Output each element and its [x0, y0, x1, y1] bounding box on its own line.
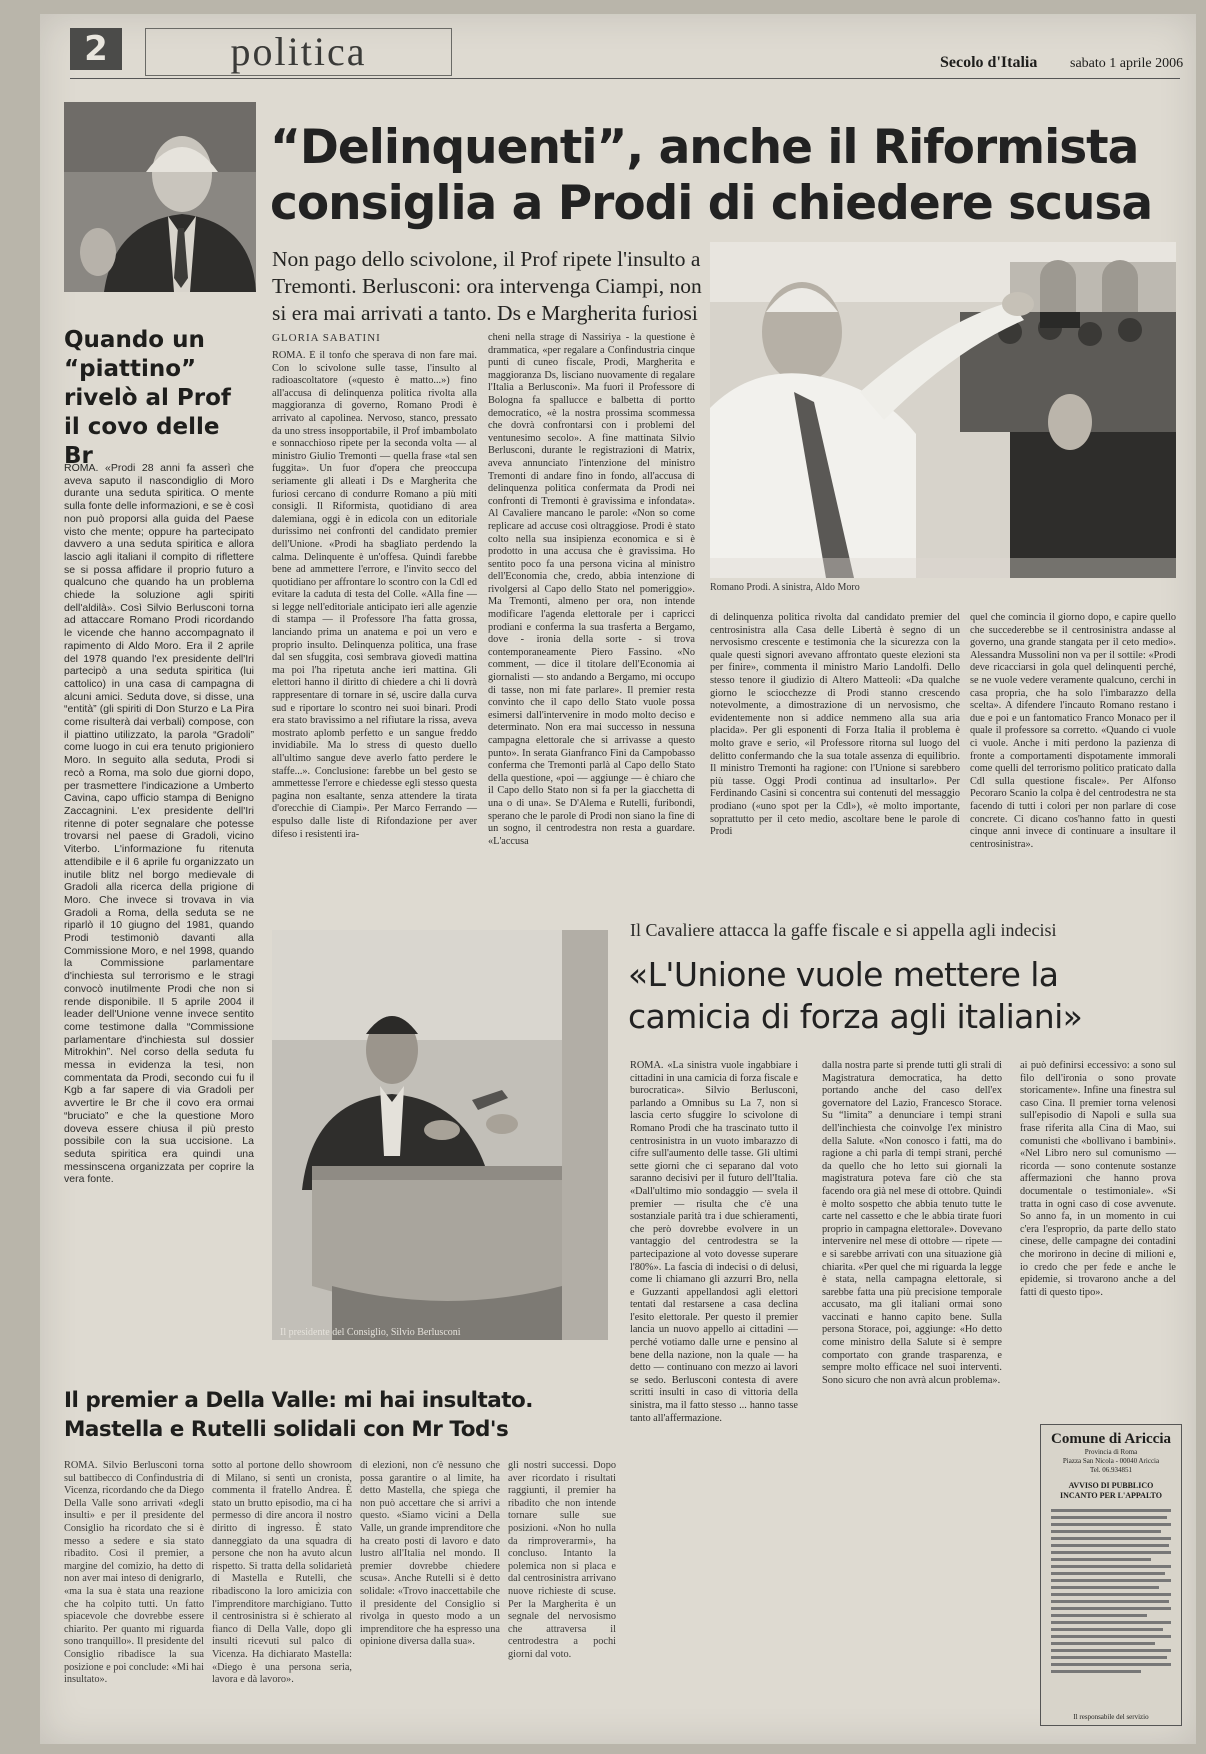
dellavalle-col-2: sotto al portone dello showroom di Milano, si sentì un cronista, commenta il fratello Andrea. È stato un brutto episodio, ma ci ha permesso di dire ancora il nostro diritto di ingresso. È stato danneggiato da una squadra di persone che non ha avuto alcun rispetto. Si tratta della solidarietà di Mastella e Rutelli, che ribadiscono la loro amicizia con l'imprenditore marchigiano. Tutto il centrosinistra si è schierato al fianco di Della Valle, dopo gli insulti ricevuti sul palco di Vicenza. Ha dichiarato Mastella: «Diego è una persona seria, lavora e dà lavoro». — [212, 1460, 352, 1686]
ad-notice-1: AVVISO DI PUBBLICO — [1068, 1481, 1154, 1490]
legal-notice-ad — [1040, 1424, 1182, 1726]
dellavalle-col-3: di elezioni, non c'è nessuno che possa garantire o al limite, ha detto Mastella, che spiega che non può accettare che si arrivi a questo. «Siamo vicini a Della Valle, un grande imprenditore che ha creato posti di lavoro e dato lustro all'Italia nel mondo. Il premier dovrebbe chiedere scusa». Anche Rutelli si è detto solidale: «Trovo inaccettabile che il presidente del Consiglio si rivolga in questo modo a un imprenditore che ha espresso una opinione diversa dalla sua». — [360, 1460, 500, 1648]
main-col-1: ROMA. È il tonfo che sperava di non fare mai. Con lo scivolone sulle tasse, l'insulto al radioascoltatore («questo è matto...») fino all'accusa di delinquenza politica rivolta alla maggioranza di governo, Romano Prodi è arrivato al capolinea. Nervoso, stanco, pressato da uno stress insopportabile, il Prof imbambolato e sonnacchioso ripete per la seconda volta — al ministro Giulio Tremonti — quella frase «tal sen fuggita». Un fuor d'opera che preoccupa seriamente gli alleati i Ds e Margherita che furiosi cercano di condurre Romano a più miti consigli. Il Riformista, quotidiano di area dalemiana, oggi è in edicola con un editoriale durissimo nei confronti del candidato premier dell'Unione. «Prodi ha sbagliato perdendo la calma. Delinquente è un'offesa. Quindi farebbe bene ad ammettere l'errore, e l'invito secco del quotidiano per affrontare lo scontro con la Cdl ed evitare la caduta di testa del Colle. «Alla fine — si legge nell'editoriale anticipato ieri alle agenzie di stampa — il Professore l'ha fatta grossa, lanciando prima un anatema e poi un vero e proprio insulto. Delinquenza politica, una frase dal sen sfuggita, così sembrava giovedì mattina ma poi l'ha ripetuta anche ieri mattina. Gli elettori hanno il diritto di chiedere a chi li dovrà rappresentare di tornare in sé, uscire dalla curva sud e riportare lo scontro nei suoi binari. Prodi era stato bravissimo a nel rifiutare la rissa, aveva mostrato aplomb perfetto e un sangue freddo invidiabile. Ma lo stress di questo duello all'ultimo sangue deve averlo fatto perdere le staffe...». Conclusione: farebbe un bel gesto se ammettesse l'errore e chiedesse egli stesso questa pagina non esaltante, senza attendere la tirata d'orecchie di Ciampi». Per Marco Ferrando — espulso dalle liste di Rifondazione per aver difeso i resistenti ira- — [272, 350, 477, 840]
issue-date: sabato 1 aprile 2006 — [1070, 56, 1184, 71]
berlusconi-photo-caption: Il presidente del Consiglio, Silvio Berlusconi — [280, 1327, 461, 1338]
sidebar-body: ROMA. «Prodi 28 anni fa asserì che aveva saputo il nascondiglio di Moro durante una seduta spiritica. O mente sulla fonte delle informazioni, e se è così non può proporsi alla guida del Paese visto che mente; oppure ha partecipato davvero a una seduta spiritica e allora lascio agli italiani il compito di riflettere se si possa affidare il proprio futuro a qualcuno che quando ha un problema chiede la soluzione agli spiriti dell'aldilà». Così Silvio Berlusconi torna ad attaccare Romano Prodi ricordando le vicende che hanno accompagnato il rapimento di Aldo Moro. Era il 2 aprile del 1978 quando l'ex presidente dell'Iri partecipò a una seduta spiritica (lui cattolico) in una casa di campagna di alcuni amici. Seduta dove, si disse, una “entità” (gli spiriti di Don Sturzo e La Pira come risulterà dai verbali) compose, con il piattino utilizzato, la parola “Gradoli” come luogo in cui era tenuto prigioniero Moro. In seguito alla seduta, Prodi si recò a Roma, ma solo due giorni dopo, per trasmettere l'indicazione a Umberto Cavina, capo ufficio stampa di Benigno Zaccagnini. L'ex presidente dell'Iri ritenne di poter segnalare che potesse trovarsi nel paese di Gradoli, vicino Viterbo. L'informazione fu ritenuta attendibile e il 6 aprile fu organizzato un inutile blitz nel borgo medievale di Gradoli alla ricerca della prigione di Moro. Che invece si trovava in via Gradoli a Roma, della seduta se ne riparlò il 10 giugno del 1981, quando Prodi testimoniò davanti alla Commissione Moro, e nel 1998, quando la Commissione parlamentare d'inchiesta sul terrorismo e le stragi convocò inutilmente Prodi che non si rende disponibile. Il 5 aprile 2004 il leader dell'Unione venne invece sentito come testimone dalla “Commissione parlamentare d'inchiesta sul dossier Mitrokhin”. Nel corso della seduta fu messa in evidenza la tesi, non commentata da Prodi, secondo cui fu il Kgb a far sapere di via Gradoli per avvertire le Br che il covo era ormai “bruciato” e che la questione Moro doveva essere chiusa il più presto possibile con la sua uccisione. La seduta spiritica era quindi una messinscena organizzata per coprire la vera fonte. — [64, 462, 254, 1186]
sidebar-headline: Quando un “piattino” rivelò al Prof il covo delle Br — [64, 327, 231, 469]
berlusconi-col-2: dalla nostra parte si prende tutti gli strali di Magistratura democratica, ha detto portando anche del caso dell'ex governatore del Lazio, Francesco Storace. Su “limita” a denunciare i tempi strani dell'inchiesta che coinvolge l'ex ministro della Salute. «Non conosco i fatti, ma do ragione a chi parla di tempi strani, perché da quello che ho letto sui giornali la magistratura poteva fare ciò che sta facendo ora già nel mese di ottobre. Quindi è molto sospetto che abbia tenuto tutte le carte nel cassetto e che le abbia tirate fuori proprio in campagna elettorale». Dovevano intervenire nel mese di ottobre — ripete — e si sarebbe arrivati con una situazione già chiarita. «Per quel che mi riguarda la legge è stata, nella campagna elettorale, si sarebbe fatta una più precisione temporale accusato, ma gli italiani ormai sono vaccinati e hanno capito bene. Sulla persona Storace, poi, aggiunge: «Ho detto come ministro della Salute si è sempre comportato con grande trasparenza, e sempre molto efficace nel suoi interventi. Sono sicuro che non avrà alcun problema». — [822, 1060, 1002, 1386]
main-subhead: Non pago dello scivolone, il Prof ripete l'insulto a Tremonti. Berlusconi: ora intervenga Ciampi, non si era mai arrivati a tanto. Ds e Margherita furiosi — [272, 247, 702, 325]
section-title: politica — [145, 28, 452, 76]
photo-romano-prodi — [710, 242, 1176, 578]
photo-aldo-moro — [64, 102, 256, 292]
ad-notice-2: INCANTO PER L'APPALTO — [1060, 1491, 1162, 1500]
photo-silvio-berlusconi — [272, 930, 608, 1340]
main-col-3: di delinquenza politica rivolta dal candidato premier del centrosinistra alla Casa delle Libertà è segno di un nervosismo crescente e testimonia che la sicurezza con la quale questi signori avevano affrontato queste elezioni sta per finire», commenta il ministro Mario Landolfi. Dello stesso tenore il giudizio di Altero Matteoli: «Da qualche giorno le sciocchezze di Prodi stanno crescendo notevolmente, a dimostrazione di un nervosismo, che evidentemente non si addice nemmeno alla sua aria placida». Per gli esponenti di Forza Italia il problema è molto grave e serio, «il Professore ritorna sul luogo del delitto confermando che la sua totale assenza di equilibrio. Il ministro Tremonti ha ragione: con l'Unione si sarebbero più tasse. Oggi Prodi continua ad insultarlo». Per Ferdinando Casini si concentra sui contenuti del messaggio prodiano («uno spot per la Cdl»), «è molto importante, soprattutto per il ceto medio, ascoltare bene le parole di Prodi — [710, 612, 960, 838]
ad-line-2: Piazza San Nicola - 00040 Ariccia — [1062, 1457, 1160, 1465]
dellavalle-col-4: gli nostri successi. Dopo aver ricordato i risultati raggiunti, il premier ha ribadito che non intende tornare sulle sue posizioni. «Non ho nulla da rimproverarmi», ha concluso. Intanto la polemica non si placa e dal centrosinistra arrivano nuove richieste di scuse. Per la Margherita è un segnale del nervosismo che attraversa il centrodestra a pochi giorni dal voto. — [508, 1460, 616, 1660]
main-byline: GLORIA SABATINI — [272, 332, 381, 344]
main-col-4: quel che comincia il giorno dopo, e capire quello che succederebbe se il centrosinistra andasse al governo, una grande stangata per il ceto medio». Alessandra Mussolini non va per il sottile: «Prodi deve ricacciarsi in gola quel delinquenti perché, se ne vuole vedere veramente qualcuno, cerchi in casa propria, che ha solo l'imbarazzo della scelta». A difendere l'incauto Romano restano i due e poi e un fantomatico Franco Monaco per il quale il professore sa corretto. «Quando ci vuole ci vuole. Anche i miti perdono la pazienza di fronte a comportamenti dispotamente immorali come quelli del terrorismo politico praticato dalla Cdl sulla questione fiscale». Per Alfonso Pecoraro Scanio la colpa è del centrodestra ne sta facendo di tutti i colori per non parlare di cose concrete. Ci dicano cos'hanno fatto in questi cinque anni invece di continuare a insultare il centrosinistra». — [970, 612, 1176, 850]
dellavalle-headline: Il premier a Della Valle: mi hai insultato. Mastella e Rutelli solidali con Mr Tod's — [64, 1388, 533, 1442]
page-number: 2 — [70, 28, 122, 70]
berlusconi-kicker: Il Cavaliere attacca la gaffe fiscale e si appella agli indecisi — [630, 920, 1057, 940]
header-rule — [70, 78, 1180, 79]
ad-line-3: Tel. 06.934851 — [1089, 1466, 1133, 1474]
berlusconi-headline: «L'Unione vuole mettere la camicia di forza agli italiani» — [628, 955, 1083, 1036]
dellavalle-col-1: ROMA. Silvio Berlusconi torna sul battibecco di Confindustria di Vicenza, ricordando che da Diego Della Valle sono arrivati «degli insulti» e per il presidente del Consiglio ha ricordato che si è messo a sedere e sia stato ribadito. Così il premier, a margine del comizio, ha detto di non aver mai inteso di denigrarlo, «ma la sua è stata una reazione che ha colpito tutti. Un fatto spiacevole che dovrebbe essere chiarito. Per quanto mi riguarda sono tranquillo». Il presidente del Consiglio ribadisce la sua posizione e poi conclude: «Mi hai insultato». — [64, 1460, 204, 1686]
ad-line-1: Provincia di Roma — [1084, 1448, 1138, 1456]
berlusconi-col-1: ROMA. «La sinistra vuole ingabbiare i cittadini in una camicia di forza fiscale e burocratica». Silvio Berlusconi, parlando a Omnibus su La 7, non si lascia certo sfuggire lo scivolone di Romano Prodi che ha trascinato tutto il centrosinistra in un vuoto imbarazzo di cifre sull'aumento delle tasse. Gli ultimi sette giorni che ci separano dal voto saranno decisivi per il futuro dell'Italia. «Dall'ultimo mio sondaggio — svela il premier — risulta che c'è una sostanziale parità tra i due schieramenti, che però dovrebbe evolvere in un vantaggio del centrodestra se la partecipazione al voto dovesse superare l'80%». La fascia di indecisi o di delusi, come li chiamano gli azzurri Bro, nella e Guzzanti appellandosi agli elettori tentati dal restarsene a casa declina l'esito elettorale. Per questo il premier lancia un nuovo appello ai cittadini — perché votiamo dalle urne e pensino al bene della nazione, non la quale — ha detto — continuano con mezzo ai lavori se sedo. Berlusconi contesta di avere scritti insulti in caso di vittoria della sinistra, ma il fatto stesso ... hanno tasse tanto all'affermazione. — [630, 1060, 798, 1424]
prodi-photo-caption: Romano Prodi. A sinistra, Aldo Moro — [710, 582, 860, 593]
main-col-2: cheni nella strage di Nassiriya - la questione è drammatica, «per regalare a Confindustria cinque punti di cuneo fiscale, Prodi, Margherita e maggioranza Ds, lisciano nuovamente di regalare l'Italia a Berlusconi». Ma fuori il Professore di Bologna fa spallucce e balbetta di portto democratico, «è la nostra prossima scommessa che dovrà confrontarsi con i problemi del ventunesimo secolo». A fine mattinata Silvio Berlusconi, durante le registrazioni di Matrix, aveva annunciato l'intenzione del ministro Tremonti di andare fino in fondo, all'accusa di delinquenza politica confermata da Prodi nei confronti di Tremonti è gravissima e infondata». Al Cavaliere mancano le parole: «Non so come replicare ad accuse così oltraggiose. Prodi è stato colto nella sua insipienza economica e si è prodotto in una accusa che è gravissima. Ho sentito poco fa una persona vicina al ministro dell'Economia che, credo, abbia intenzione di rivolgersi al Capo dello Stato nel pomeriggio». Ma Tremonti, almeno per ora, non intende modificare l'agenda elettorale per i capricci prodiani e conferma la sua trasferta a Bergamo, dove - ironia della sorte - si trova contemporaneamente Piero Fassino. «No comment, — dice il titolare dell'Economia ai giornalisti — sto andando a Bergamo, mi occupo di tasse, non mi fate parlare». Il premier resta convinto che il capo dello Stato vuole possa esimersi dall'intervenire in modo molto deciso e determinato. Non era mai successo in nessuna campagna elettorale che si arrivasse a questo punto». In serata Gianfranco Fini da Campobasso conferma che Tremonti parlà al Capo dello Stato della questione, «poi — aggiunge — è chiaro che il Capo dello Stato non si fa per la giacchetta di una o di una». Se D'Alema e Rutelli, furibondi, sperano che le parole di Prodi non siano la fine di un sogno, il centrodestra non resta a guardare. «L'accusa — [488, 332, 695, 847]
masthead: Secolo d'Italia — [940, 54, 1038, 71]
ad-title: Comune di Ariccia — [1051, 1431, 1171, 1447]
newspaper-page — [40, 14, 1196, 1744]
ad-fine-print — [1051, 1509, 1171, 1709]
ad-footer: Il responsabile del servizio — [1073, 1713, 1149, 1721]
main-headline: “Delinquenti”, anche il Riformista consiglia a Prodi di chiedere scusa — [270, 120, 1153, 231]
berlusconi-col-3: ai può definirsi eccessivo: a sono sul filo dell'ironia o sono provate storicamente». Infine una finestra sul caso Cina. Il premier torna velenosi sull'episodio di Napoli e sulla sua frase riferita alla Cina di Mao, sui comunisti che «bollivano i bambini». «Nel Libro nero sul comunismo — ricorda — sono contenute sostanze affermazioni che hanno prova documentale o testimoniale». «Si tratta in ogni caso di cose avvenute. So anno fa, in un momento in cui c'era l'esproprio, da parte dello stato cinese, delle campagne dei contadini che morirono in decine di milioni e, io credo che per fede e anche le epidemie, si trovarono anche a del fatti di questo tipo». — [1020, 1060, 1176, 1298]
